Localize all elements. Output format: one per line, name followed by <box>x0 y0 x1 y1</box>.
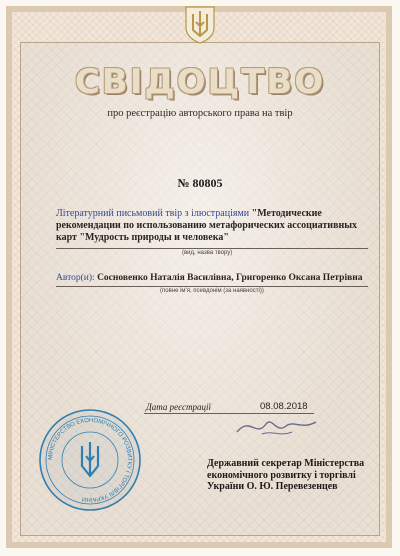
work-underline <box>56 248 368 249</box>
authors-underline <box>56 286 368 287</box>
registration-date: 08.08.2018 <box>260 401 308 412</box>
title-block <box>0 62 400 102</box>
work-title: "Методические рекомендации по использованию метафорических ассоциативных карт "Мудрость природы и человека" <box>56 208 358 243</box>
certificate-subtitle: про реєстрацію авторського права на твір <box>107 108 293 119</box>
authors-names: Сосновенко Наталія Василівна, Григоренко Оксана Петрівна <box>97 273 363 283</box>
authors-label: Автор(и): <box>56 273 95 283</box>
certificate-number: № 80805 <box>177 176 223 190</box>
signature-scribble <box>232 412 322 442</box>
stamp-ring-text: МІНІСТЕРСТВО ЕКОНОМІЧНОГО РОЗВИТКУ І ТОРГІВЛІ УКРАЇНИ <box>47 417 133 503</box>
registration-date-label: Дата реєстрації <box>146 402 211 412</box>
certificate-title: СВІДОЦТВО <box>74 62 326 102</box>
authors-line <box>56 273 368 283</box>
work-caption: (вид, назва твору) <box>182 250 233 256</box>
work-type: Літературний письмовий твір з ілюстраціями <box>56 208 250 219</box>
trident-emblem-icon <box>184 4 216 44</box>
official-stamp-icon <box>36 406 144 514</box>
work-description <box>56 208 368 244</box>
registration-underline <box>144 413 314 414</box>
authors-caption: (повне ім'я, псевдонім (за наявності)) <box>160 288 264 294</box>
signatory-block: Державний секретар Міністерства економічного розвитку і торгівлі України О. Ю. Перевезенцев <box>207 458 365 492</box>
